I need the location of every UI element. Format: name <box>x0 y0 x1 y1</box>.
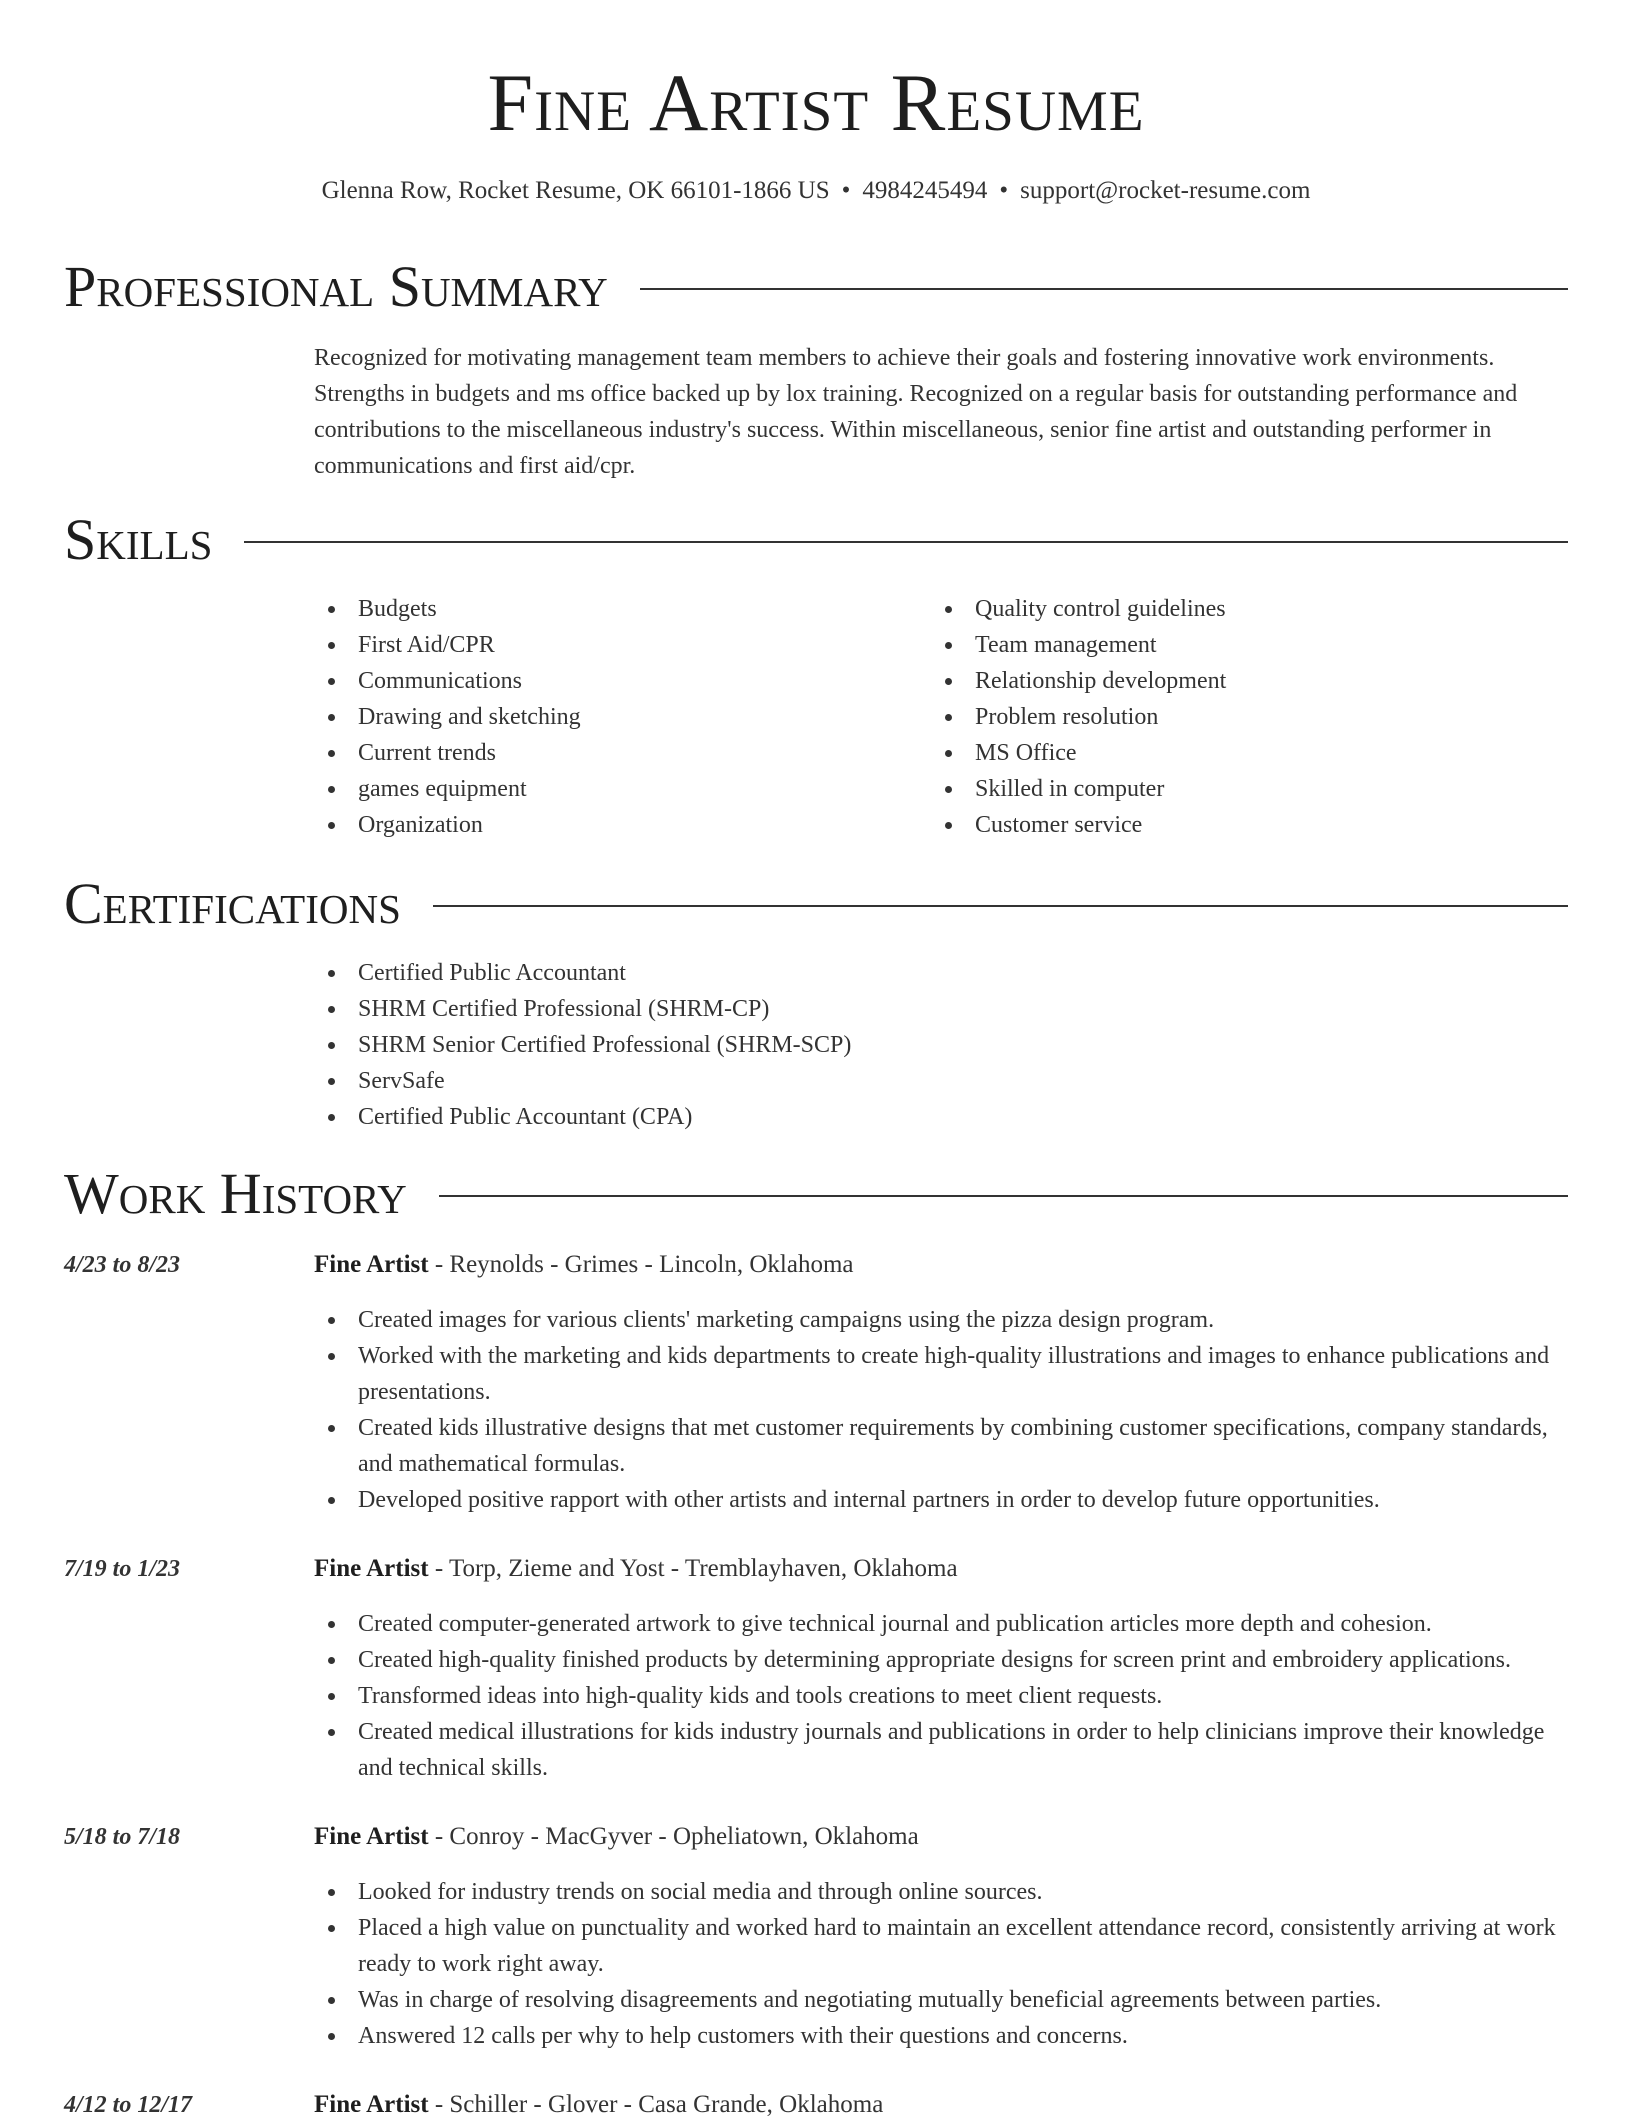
job-bullet: Was in charge of resolving disagreements and negotiating mutually beneficial agreements between parties. <box>314 1982 1568 2018</box>
job-dates: 4/12 to 12/17 <box>64 2092 193 2118</box>
job-company: - Schiller - Glover - Casa Grande, Oklahoma <box>428 2091 884 2118</box>
section-title-certifications: Certifications <box>64 871 401 936</box>
certification-item: Certified Public Accountant <box>314 955 1514 991</box>
skill-item: First Aid/CPR <box>314 627 914 663</box>
skill-item: Communications <box>314 663 914 699</box>
job-title: Fine Artist <box>314 1823 429 1850</box>
skill-item: MS Office <box>931 735 1531 771</box>
job-bullets <box>314 1874 1568 2054</box>
skills-list-left <box>314 591 914 843</box>
skill-item: Team management <box>931 627 1531 663</box>
certifications-list <box>314 955 1514 1135</box>
job-company: - Conroy - MacGyver - Opheliatown, Oklahoma <box>428 1823 919 1850</box>
job-bullet: Answered 12 calls per why to help customers with their questions and concerns. <box>314 2018 1568 2054</box>
skill-item: Quality control guidelines <box>931 591 1531 627</box>
section-title-summary: Professional Summary <box>64 254 608 319</box>
skill-item: Relationship development <box>931 663 1531 699</box>
skill-item: Drawing and sketching <box>314 699 914 735</box>
section-summary <box>64 252 1568 322</box>
summary-text: Recognized for motivating management team members to achieve their goals and fostering innovative work environments. Strengths in budgets and ms office backed up by lox training. Recognized on a regular basis for outstanding performance and contributions to the miscellaneous industry's success. Within miscellaneous, senior fine artist and outstanding performer in communications and first aid/cpr. <box>314 345 1518 479</box>
job-bullet: Created computer-generated artwork to give technical journal and publication articles more depth and cohesion. <box>314 1606 1568 1642</box>
job-bullet: Created kids illustrative designs that met customer requirements by combining customer specifications, company standards, and mathematical formulas. <box>314 1410 1568 1482</box>
skill-item: Skilled in computer <box>931 771 1531 807</box>
job-title: Fine Artist <box>314 2091 429 2118</box>
contact-separator: • <box>999 177 1009 204</box>
section-title-skills: Skills <box>64 507 213 572</box>
job-bullet: Created images for various clients' marketing campaigns using the pizza design program. <box>314 1302 1568 1338</box>
section-work-history <box>64 1159 1568 1229</box>
section-title-work-history: Work History <box>64 1161 407 1226</box>
section-rule <box>439 1195 1568 1197</box>
section-rule <box>244 541 1568 543</box>
job-dates: 4/23 to 8/23 <box>64 1252 181 1278</box>
job-bullet: Placed a high value on punctuality and worked hard to maintain an excellent attendance record, consistently arriving at work ready to work right away. <box>314 1910 1568 1982</box>
contact-phone: 4984245494 <box>862 177 988 204</box>
job-header <box>314 1247 854 1283</box>
job-title: Fine Artist <box>314 1251 429 1278</box>
job-bullets <box>314 1302 1568 1518</box>
job-bullet: Created high-quality finished products by determining appropriate designs for screen print and embroidery applications. <box>314 1642 1568 1678</box>
contact-line <box>0 176 1632 206</box>
skill-item: Current trends <box>314 735 914 771</box>
skill-item: Organization <box>314 807 914 843</box>
resume-title: Fine Artist Resume <box>487 57 1145 148</box>
job-bullet: Developed positive rapport with other artists and internal partners in order to develop future opportunities. <box>314 1482 1568 1518</box>
job-header <box>314 1551 958 1587</box>
job-bullet: Looked for industry trends on social media and through online sources. <box>314 1874 1568 1910</box>
skill-item: Budgets <box>314 591 914 627</box>
job-title: Fine Artist <box>314 1555 429 1582</box>
job-header <box>314 2087 883 2123</box>
skill-item: Customer service <box>931 807 1531 843</box>
skill-item: games equipment <box>314 771 914 807</box>
section-rule <box>433 905 1568 907</box>
job-dates: 5/18 to 7/18 <box>64 1824 181 1850</box>
job-company: - Torp, Zieme and Yost - Tremblayhaven, Oklahoma <box>428 1555 958 1582</box>
contact-email: support@rocket-resume.com <box>1020 177 1311 204</box>
contact-address: Glenna Row, Rocket Resume, OK 66101-1866 US <box>321 177 830 204</box>
job-bullet: Worked with the marketing and kids departments to create high-quality illustrations and images to enhance publications and presentations. <box>314 1338 1568 1410</box>
contact-separator: • <box>841 177 851 204</box>
job-header <box>314 1819 919 1855</box>
job-bullet: Created medical illustrations for kids industry journals and publications in order to help clinicians improve their knowledge and technical skills. <box>314 1714 1568 1786</box>
certification-item: ServSafe <box>314 1063 1514 1099</box>
skills-list-right <box>931 591 1531 843</box>
certification-item: Certified Public Accountant (CPA) <box>314 1099 1514 1135</box>
skill-item: Problem resolution <box>931 699 1531 735</box>
section-rule <box>640 288 1568 290</box>
section-certifications <box>64 869 1568 939</box>
job-dates: 7/19 to 1/23 <box>64 1556 181 1582</box>
job-bullet: Transformed ideas into high-quality kids and tools creations to meet client requests. <box>314 1678 1568 1714</box>
section-skills <box>64 505 1568 575</box>
certification-item: SHRM Certified Professional (SHRM-CP) <box>314 991 1514 1027</box>
certification-item: SHRM Senior Certified Professional (SHRM-SCP) <box>314 1027 1514 1063</box>
job-bullets <box>314 1606 1568 1786</box>
job-company: - Reynolds - Grimes - Lincoln, Oklahoma <box>428 1251 854 1278</box>
